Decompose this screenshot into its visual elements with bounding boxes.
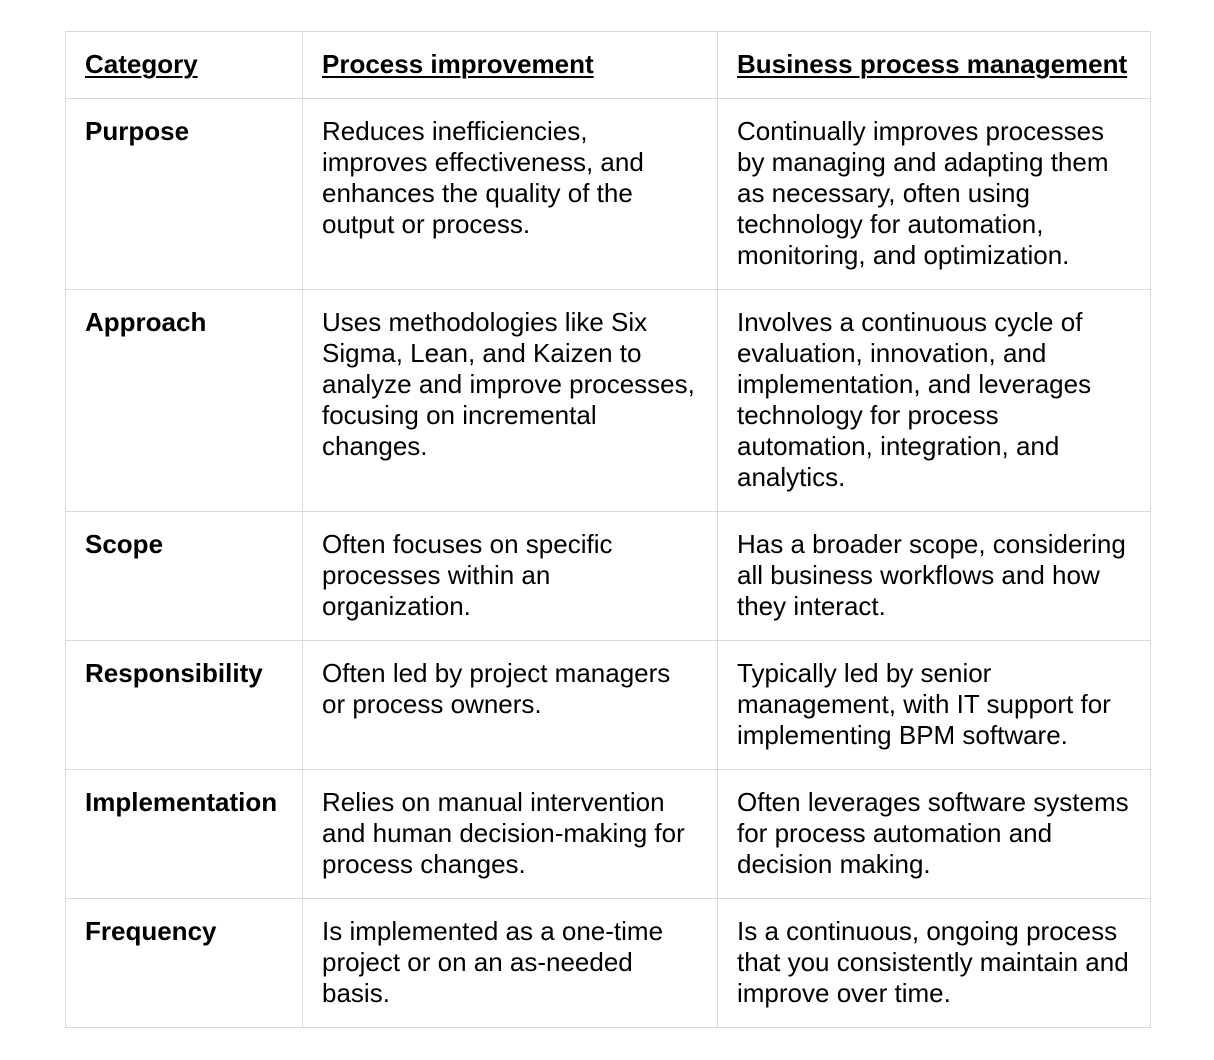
process-improvement-cell: Reduces inefficiencies, improves effectiveness, and enhances the quality of the output or process.: [303, 99, 718, 290]
table-row: [66, 899, 1151, 1028]
header-row: [66, 32, 1151, 99]
header-business-process-management: Business process management: [718, 32, 1151, 99]
business-process-management-cell: Has a broader scope, considering all business workflows and how they interact.: [718, 512, 1151, 641]
category-cell: Responsibility: [66, 641, 303, 770]
table-row: [66, 641, 1151, 770]
process-improvement-cell: Relies on manual intervention and human decision-making for process changes.: [303, 770, 718, 899]
business-process-management-cell: Often leverages software systems for process automation and decision making.: [718, 770, 1151, 899]
process-improvement-cell: Is implemented as a one-time project or on an as-needed basis.: [303, 899, 718, 1028]
business-process-management-cell: Is a continuous, ongoing process that you consistently maintain and improve over time.: [718, 899, 1151, 1028]
category-cell: Frequency: [66, 899, 303, 1028]
process-improvement-cell: Often focuses on specific processes within an organization.: [303, 512, 718, 641]
table-row: [66, 512, 1151, 641]
category-cell: Scope: [66, 512, 303, 641]
table-row: [66, 290, 1151, 512]
table-body: [66, 99, 1151, 1028]
table-row: [66, 99, 1151, 290]
business-process-management-cell: Continually improves processes by managing and adapting them as necessary, often using technology for automation, monitoring, and optimization.: [718, 99, 1151, 290]
header-process-improvement: Process improvement: [303, 32, 718, 99]
category-cell: Purpose: [66, 99, 303, 290]
business-process-management-cell: Typically led by senior management, with IT support for implementing BPM software.: [718, 641, 1151, 770]
business-process-management-cell: Involves a continuous cycle of evaluation, innovation, and implementation, and leverages technology for process automation, integration, and analytics.: [718, 290, 1151, 512]
category-cell: Implementation: [66, 770, 303, 899]
table-row: [66, 770, 1151, 899]
process-improvement-cell: Uses methodologies like Six Sigma, Lean, and Kaizen to analyze and improve processes, focusing on incremental changes.: [303, 290, 718, 512]
process-improvement-cell: Often led by project managers or process owners.: [303, 641, 718, 770]
comparison-table: [65, 31, 1151, 1028]
header-category: Category: [66, 32, 303, 99]
category-cell: Approach: [66, 290, 303, 512]
